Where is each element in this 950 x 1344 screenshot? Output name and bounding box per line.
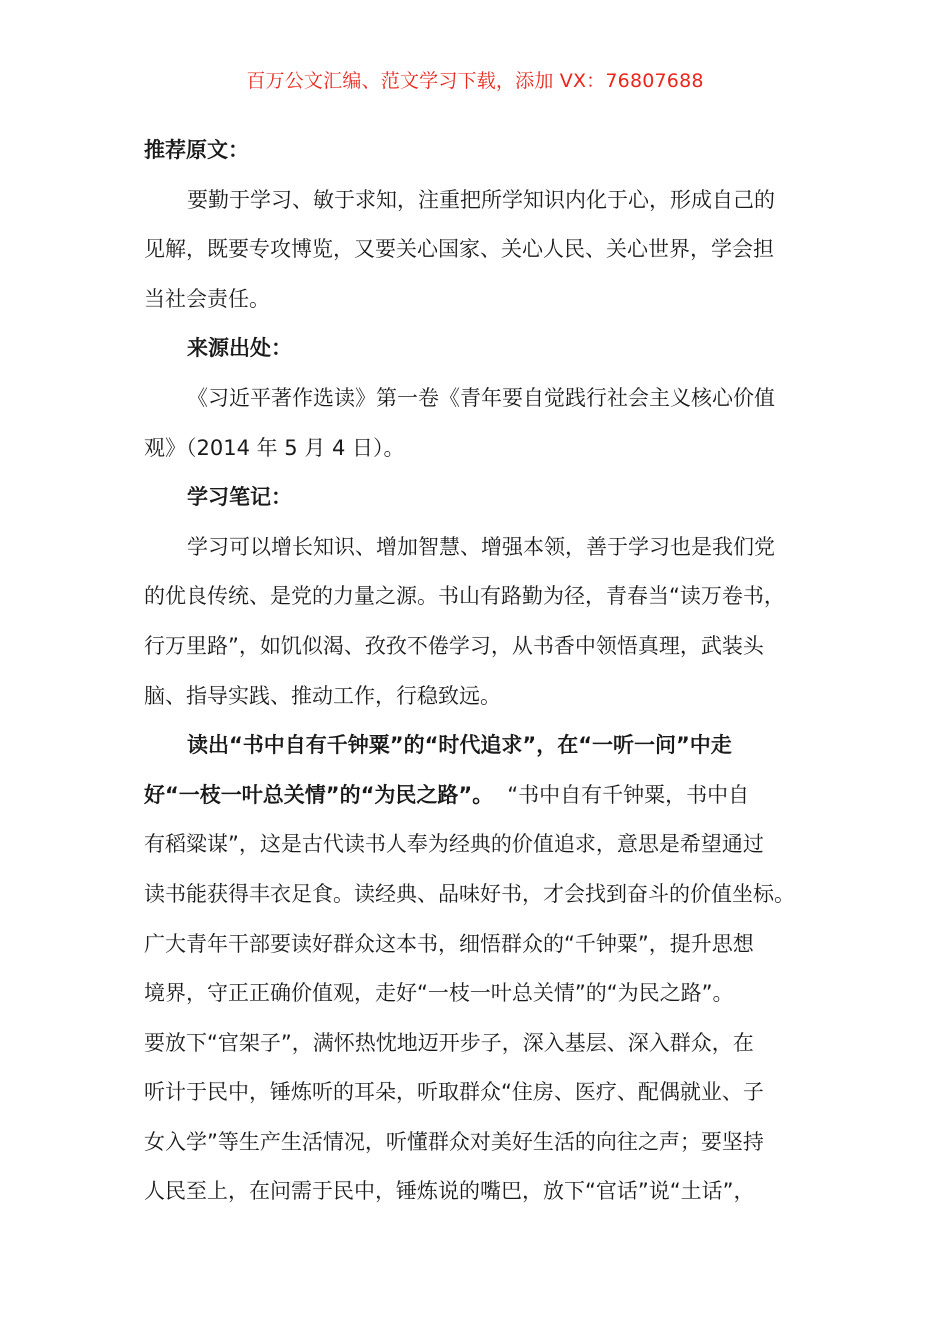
paragraph-line: 广大青年干部要读好群众这本书，细悟群众的“千钟粟”，提升思想 — [144, 931, 754, 956]
bold-lead-text: 好“一枝一叶总关情”的“为民之路”。 — [144, 782, 494, 807]
paragraph-line: 脑、指导实践、推动工作，行稳致远。 — [144, 683, 501, 708]
paragraph-line: 学习可以增长知识、增加智慧、增强本领，善于学习也是我们党 — [187, 534, 775, 559]
bold-lead-line: 读出“书中自有千钟粟”的“时代追求”，在“一听一问”中走 — [187, 733, 732, 758]
paragraph-line: 读书能获得丰衣足食。读经典、品味好书，才会找到奋斗的价值坐标。 — [144, 881, 795, 906]
paragraph-line: 有稻粱谋”，这是古代读书人奉为经典的价值追求，意思是希望通过 — [144, 832, 764, 857]
paragraph-line: 境界，守正正确价值观，走好“一枝一叶总关情”的“为民之路”。 — [144, 981, 734, 1006]
regular-text: “书中自有千钟粟，书中自 — [507, 782, 750, 807]
paragraph-line: 当社会责任。 — [144, 286, 270, 311]
paragraph-line: 行万里路”，如饥似渴、孜孜不倦学习，从书香中领悟真理，武装头 — [144, 633, 764, 658]
paragraph-line: 见解，既要专攻博览，又要关心国家、关心人民、关心世界，学会担 — [144, 237, 774, 262]
paragraph-line: 人民至上，在问需于民中，锤炼说的嘴巴，放下“官话”说“土话”， — [144, 1179, 755, 1204]
mixed-line — [144, 771, 809, 821]
paragraph-line: 的优良传统、是党的力量之源。书山有路勤为径，青春当“读万卷书， — [144, 584, 785, 609]
paragraph-line: 观》（2014 年 5 月 4 日）。 — [144, 435, 405, 460]
paragraph-line: 听计于民中，锤炼听的耳朵，听取群众“住房、医疗、配偶就业、子 — [144, 1080, 764, 1105]
section-heading-study-notes: 学习笔记： — [187, 485, 292, 510]
paragraph-line: 女入学”等生产生活情况，听懂群众对美好生活的向往之声；要坚持 — [144, 1129, 764, 1154]
section-heading-recommended-text: 推荐原文： — [144, 138, 249, 162]
paragraph-line: 要勤于学习、敏于求知，注重把所学知识内化于心，形成自己的 — [187, 187, 775, 212]
document-body — [144, 126, 809, 1217]
paragraph-line: 要放下“官架子”，满怀热忱地迈开步子，深入基层、深入群众，在 — [144, 1030, 754, 1055]
paragraph-line: 《习近平著作选读》第一卷《青年要自觉践行社会主义核心价值 — [187, 385, 775, 410]
header-banner: 百万公文汇编、范文学习下载，添加 VX：76807688 — [246, 70, 704, 92]
section-heading-source: 来源出处： — [187, 336, 292, 361]
